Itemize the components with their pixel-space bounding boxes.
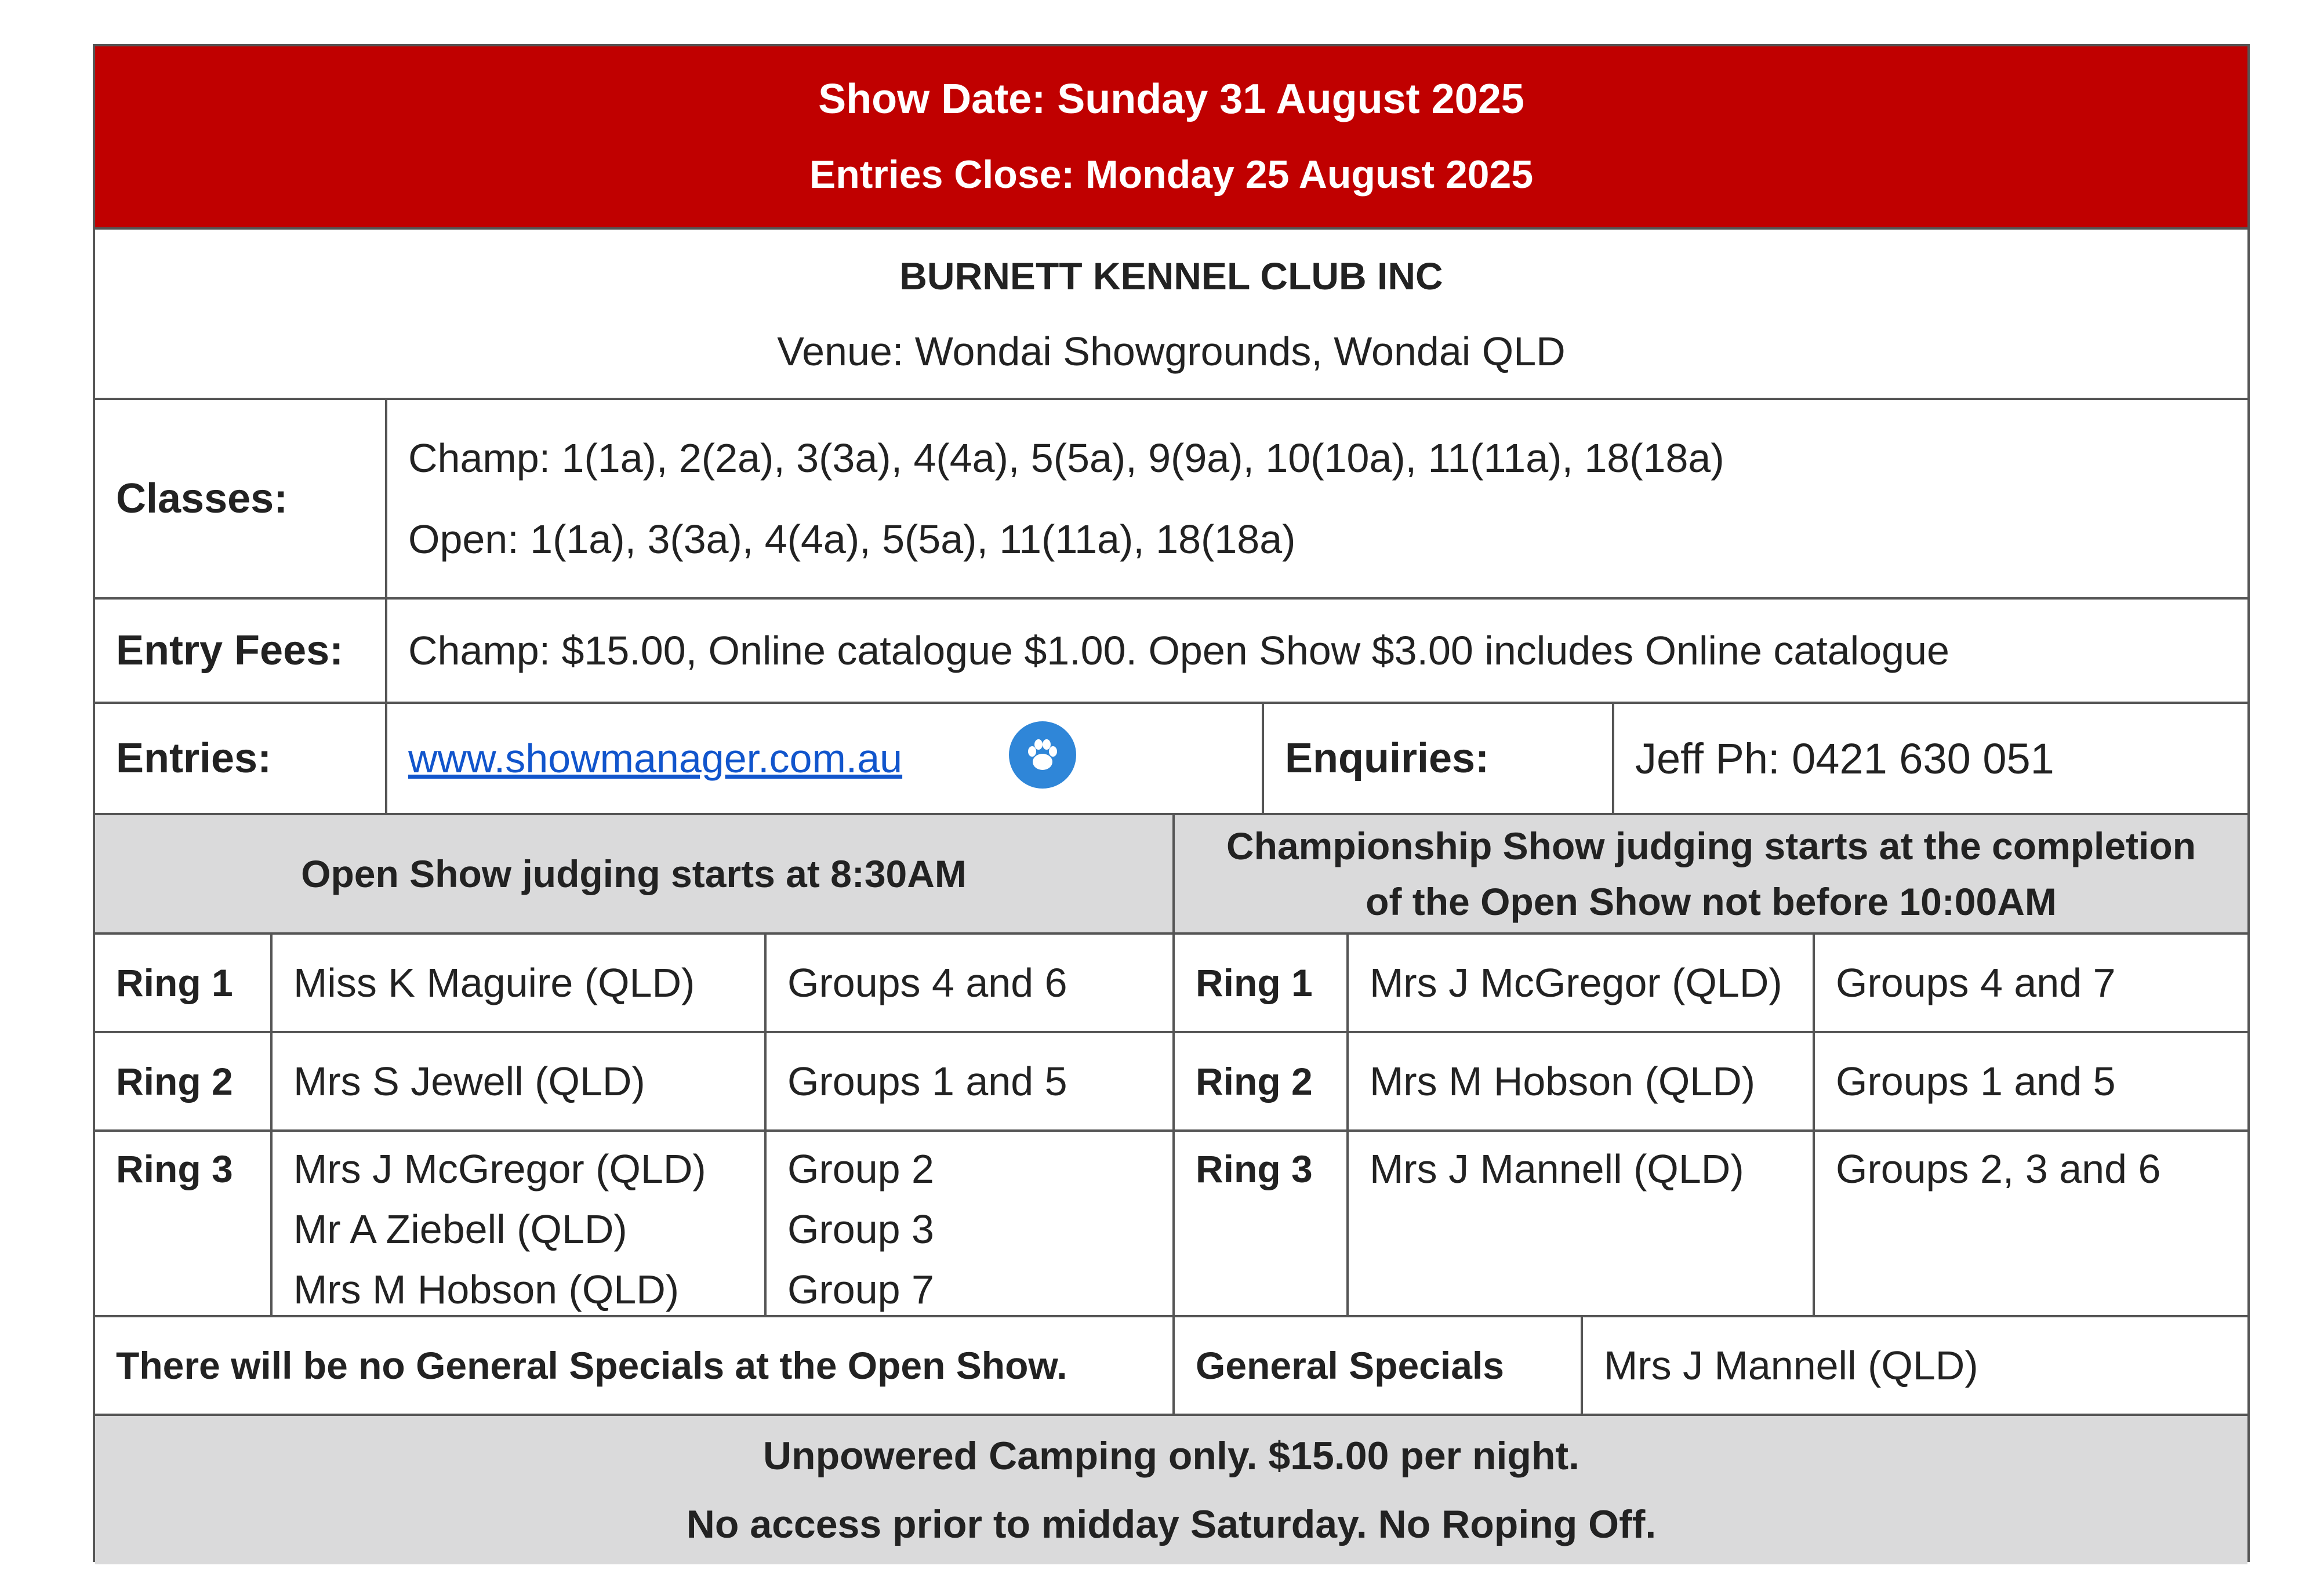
open-ring-judge: Mrs J McGregor (QLD) bbox=[293, 1146, 706, 1192]
classes-label: Classes: bbox=[116, 475, 288, 522]
enquiries-contact: Jeff Ph: 0421 630 051 bbox=[1635, 734, 2054, 783]
entries-close-date: Entries Close: Monday 25 August 2025 bbox=[809, 152, 1534, 197]
champ-ring-judge: Mrs J Mannell (QLD) bbox=[1370, 1146, 1744, 1192]
access-line: No access prior to midday Saturday. No Roping Off. bbox=[686, 1502, 1657, 1546]
show-schedule-table bbox=[93, 44, 2250, 1562]
general-specials-label: General Specials bbox=[1196, 1344, 1504, 1387]
open-show-heading: Open Show judging starts at 8:30AM bbox=[301, 852, 967, 895]
champ-show-heading-line1: Championship Show judging starts at the completion bbox=[1226, 824, 2196, 867]
champ-ring-judge: Mrs J McGregor (QLD) bbox=[1370, 960, 1782, 1005]
champ-show-heading-line2: of the Open Show not before 10:00AM bbox=[1366, 880, 2057, 923]
ring-row-1 bbox=[95, 932, 2247, 1031]
camping-notice bbox=[95, 1414, 2247, 1564]
champ-ring-label: Ring 3 bbox=[1196, 1147, 1313, 1190]
open-ring-groups: Groups 1 and 5 bbox=[787, 1059, 1067, 1104]
entry-fees-text: Champ: $15.00, Online catalogue $1.00. Open Show $3.00 includes Online catalogue bbox=[408, 628, 1949, 673]
open-ring-groups: Groups 4 and 6 bbox=[787, 960, 1067, 1005]
general-specials-row bbox=[95, 1315, 2247, 1414]
club-name: BURNETT KENNEL CLUB INC bbox=[899, 255, 1443, 297]
ring-row-3 bbox=[95, 1129, 2247, 1315]
open-ring-label: Ring 1 bbox=[116, 961, 233, 1004]
open-ring-judge: Mrs M Hobson (QLD) bbox=[293, 1267, 680, 1312]
general-specials-judge: Mrs J Mannell (QLD) bbox=[1604, 1343, 1978, 1388]
club-info bbox=[95, 227, 2247, 398]
open-ring-groups: Group 2 bbox=[787, 1146, 934, 1192]
champ-ring-judge: Mrs M Hobson (QLD) bbox=[1370, 1059, 1756, 1104]
show-date: Show Date: Sunday 31 August 2025 bbox=[818, 76, 1524, 122]
champ-ring-groups: Groups 4 and 7 bbox=[1836, 960, 2116, 1005]
open-ring-label: Ring 3 bbox=[116, 1147, 233, 1190]
entries-label: Entries: bbox=[116, 735, 272, 782]
champ-ring-label: Ring 2 bbox=[1196, 1060, 1313, 1103]
judging-headings bbox=[95, 813, 2247, 932]
classes-champ: Champ: 1(1a), 2(2a), 3(3a), 4(4a), 5(5a), 9(9a), 10(10a), 11(11a), 18(18a) bbox=[408, 435, 1724, 481]
classes-open: Open: 1(1a), 3(3a), 4(4a), 5(5a), 11(11a), 18(18a) bbox=[408, 517, 1296, 562]
champ-ring-groups: Groups 1 and 5 bbox=[1836, 1059, 2116, 1104]
champ-ring-label: Ring 1 bbox=[1196, 961, 1313, 1004]
open-specials-note: There will be no General Specials at the Open Show. bbox=[116, 1344, 1067, 1387]
champ-ring-groups: Groups 2, 3 and 6 bbox=[1836, 1146, 2161, 1192]
entry-fees-row bbox=[95, 597, 2247, 702]
classes-row bbox=[95, 398, 2247, 597]
open-ring-judge: Miss K Maguire (QLD) bbox=[293, 960, 695, 1005]
enquiries-label: Enquiries: bbox=[1285, 735, 1490, 782]
entries-row bbox=[95, 702, 2247, 813]
entry-fees-label: Entry Fees: bbox=[116, 627, 344, 674]
open-ring-judge: Mrs S Jewell (QLD) bbox=[293, 1059, 645, 1104]
camping-line: Unpowered Camping only. $15.00 per night. bbox=[762, 1434, 1580, 1478]
open-ring-label: Ring 2 bbox=[116, 1060, 233, 1103]
open-ring-groups: Group 7 bbox=[787, 1267, 934, 1312]
showmanager-link[interactable]: www.showmanager.com.au bbox=[408, 736, 903, 781]
venue: Venue: Wondai Showgrounds, Wondai QLD bbox=[777, 329, 1566, 374]
show-dates-banner bbox=[95, 46, 2247, 227]
open-ring-judge: Mr A Ziebell (QLD) bbox=[293, 1207, 627, 1252]
paw-icon bbox=[1009, 721, 1076, 789]
open-ring-groups: Group 3 bbox=[787, 1207, 934, 1252]
ring-row-2 bbox=[95, 1031, 2247, 1129]
